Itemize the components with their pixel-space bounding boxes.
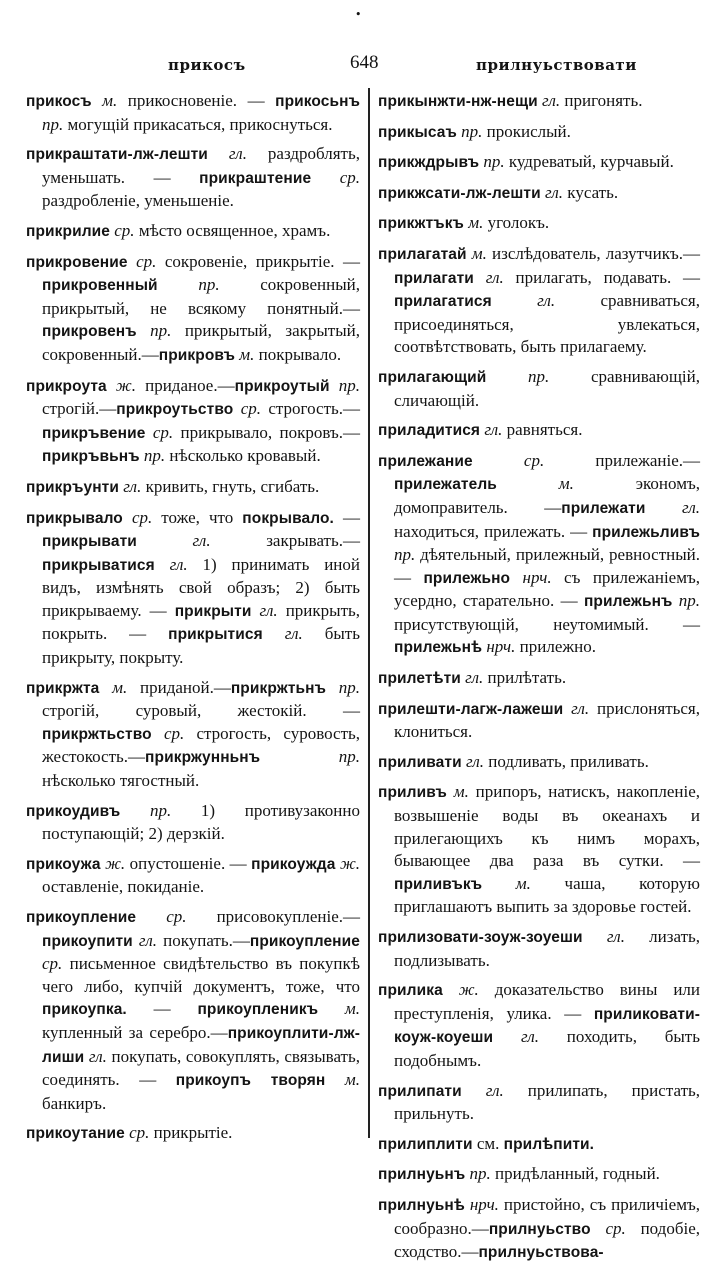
- headword: прикжтъкъ: [378, 215, 464, 233]
- headword: прилнуьство: [488, 1220, 591, 1238]
- headword: прикждрывъ: [378, 154, 480, 172]
- dictionary-entry: [378, 667, 700, 691]
- grammar-label: ср.: [131, 507, 153, 527]
- headword: прилиплити: [378, 1135, 473, 1153]
- headword: прилежание: [378, 452, 473, 470]
- column-divider: [368, 88, 370, 1138]
- headword: прилежатель: [394, 476, 497, 494]
- definition-text: мѣсто освященное, храмъ.: [134, 220, 331, 240]
- definition-text: нѣсколько тягостный.: [42, 771, 200, 791]
- headword: прикоупити: [42, 932, 133, 950]
- headword: прикрывати: [42, 533, 137, 551]
- definition-text: [510, 568, 522, 587]
- grammar-label: ср.: [240, 399, 261, 419]
- definition-text: [325, 1070, 345, 1089]
- headword: прикоупъ творян: [175, 1072, 326, 1090]
- definition-text: сокровеніе, прикрытіе. —: [156, 251, 360, 271]
- definition-text: [145, 423, 152, 442]
- headword: прикоутание: [26, 1125, 125, 1143]
- definition-text: [123, 508, 132, 527]
- definition-text: покупать.—: [157, 930, 250, 950]
- page-number: 648: [350, 52, 379, 73]
- definition-text: нѣсколько кровавый.: [165, 446, 321, 466]
- grammar-label: ср.: [523, 450, 545, 470]
- definition-text: —: [333, 507, 361, 527]
- grammar-label: м.: [239, 344, 255, 364]
- definition-text: 1) принимать иной видъ, измѣнять свой образъ; 2) быть прикрываему. —: [42, 554, 361, 620]
- definition-text: [447, 782, 454, 801]
- headword: прикоупленикъ: [197, 1001, 319, 1019]
- definition-text: письменное свидѣтельство въ покупкѣ чего либо, купчій документъ, тоже, что: [42, 954, 360, 996]
- definition-text: [155, 555, 170, 574]
- definition-text: —: [126, 999, 198, 1019]
- dictionary-entry: [26, 90, 360, 136]
- grammar-label: ср.: [152, 422, 174, 442]
- definition-text: [137, 531, 193, 550]
- definition-text: [583, 927, 607, 946]
- grammar-label: гл.: [228, 144, 247, 164]
- right-running-headword: прилнуьствовати: [476, 56, 637, 74]
- headword: прикраштение: [199, 169, 312, 187]
- definition-text: строгость.—: [261, 399, 360, 419]
- dictionary-entry: [378, 1080, 700, 1126]
- definition-text: пригонять.: [560, 91, 643, 110]
- dictionary-entry: [378, 182, 700, 206]
- definition-text: тоже, что: [152, 507, 243, 527]
- grammar-label: гл.: [259, 600, 278, 620]
- left-column: [26, 90, 360, 1153]
- definition-text: прилежаніе.—: [544, 450, 700, 470]
- dictionary-entry: [378, 979, 700, 1072]
- dictionary-entry: [26, 375, 360, 469]
- dictionary-entry: [378, 121, 700, 145]
- headword: прикоупление: [249, 932, 360, 950]
- grammar-label: пр.: [678, 591, 701, 611]
- dictionary-entry: [378, 1194, 700, 1265]
- headword: прилагатися: [394, 293, 492, 311]
- grammar-label: ср.: [136, 251, 157, 271]
- definition-text: придѣланный, годный.: [490, 1164, 660, 1184]
- grammar-label: ж.: [115, 375, 136, 395]
- definition-text: экономъ, домоправитель. —: [394, 474, 700, 517]
- definition-text: строгій, суровый, жестокій. —: [42, 701, 360, 721]
- definition-text: чаша, которую приглашаютъ выпить за здоровье гостей.: [394, 873, 700, 917]
- dictionary-entry: [378, 419, 700, 443]
- headword: прикроутый: [234, 377, 330, 395]
- grammar-label: м.: [558, 474, 574, 494]
- grammar-label: гл.: [465, 751, 485, 771]
- headword: прикръвение: [42, 424, 146, 442]
- grammar-label: пр.: [198, 275, 220, 295]
- definition-text: раздроблять, уменьшать. —: [42, 144, 360, 187]
- definition-text: прикосновеніе. —: [117, 91, 276, 110]
- headword: прилика: [378, 982, 443, 1000]
- dictionary-entry: [378, 151, 700, 175]
- definition-text: сравниваться, присоединяться, увлекаться, соотвѣтствовать, быть прилагаему.: [394, 291, 700, 357]
- definition-text: [497, 474, 559, 493]
- definition-text: кусать.: [563, 182, 619, 202]
- definition-text: [563, 699, 571, 718]
- dictionary-entry: [378, 450, 700, 660]
- definition-text: прикрыть, покрыть. —: [42, 600, 361, 644]
- page-top-mark: •: [355, 8, 362, 21]
- definition-text: дѣятельный, прилежный, ревностный. —: [394, 545, 700, 587]
- definition-text: [251, 601, 259, 620]
- grammar-label: гл.: [485, 1080, 504, 1100]
- definition-text: прикрытый, закрытый, сокровенный.—: [42, 321, 360, 364]
- headword: прикоуплити-лж-лиши: [42, 1024, 360, 1066]
- grammar-label: гл.: [169, 554, 188, 574]
- definition-text: [492, 291, 537, 310]
- grammar-label: гл.: [520, 1027, 540, 1047]
- grammar-label: пр.: [483, 152, 505, 172]
- definition-text: оставленіе, покиданіе.: [42, 877, 205, 897]
- headword: приладитися: [378, 422, 481, 440]
- page-header: [0, 52, 728, 80]
- headword: прилнуьнѣ: [378, 1196, 465, 1214]
- definition-text: [233, 399, 240, 418]
- definition-text: закрывать.—: [210, 531, 360, 551]
- grammar-label: пр.: [338, 375, 360, 395]
- grammar-label: м.: [112, 677, 128, 697]
- headword: прикраштати-лж-лешти: [26, 146, 208, 164]
- dictionary-entry: [378, 90, 700, 114]
- definition-text: [152, 724, 164, 743]
- definition-text: банкиръ.: [42, 1093, 107, 1113]
- definition-text: находиться, прилежать. —: [394, 521, 593, 541]
- definition-text: раздробленіе, уменьшеніе.: [42, 191, 234, 211]
- definition-text: [128, 252, 136, 271]
- grammar-label: гл.: [681, 497, 701, 517]
- headword: прилежьливъ: [592, 523, 700, 541]
- headword: прикрывало: [26, 509, 123, 527]
- grammar-label: ж.: [339, 853, 361, 873]
- grammar-label: нрч.: [469, 1194, 499, 1214]
- dictionary-entry: [378, 781, 700, 919]
- grammar-label: пр.: [528, 366, 550, 386]
- definition-text: прилипать, пристать, прильнуть.: [394, 1080, 701, 1124]
- dictionary-entry: [26, 1122, 360, 1146]
- dictionary-entry: [378, 243, 700, 359]
- headword: прилежьно: [423, 569, 511, 587]
- definition-text: [99, 678, 112, 697]
- grammar-label: пр.: [143, 446, 166, 466]
- definition-text: [260, 747, 339, 766]
- definition-text: см.: [472, 1133, 504, 1153]
- headword: прикръвьнъ: [42, 448, 140, 466]
- headword: прикоудивъ: [26, 802, 121, 820]
- definition-text: прислоняться, клониться.: [394, 698, 700, 742]
- grammar-label: пр.: [338, 677, 360, 697]
- headword: приликовати-коуж-коуеши: [394, 1005, 700, 1047]
- grammar-label: м.: [468, 213, 484, 233]
- headword: прикржунньнъ: [145, 749, 261, 767]
- headword: прикынжти-нж-нещи: [378, 93, 538, 110]
- dictionary-entry: [26, 906, 360, 1115]
- definition-text: опустошеніе. —: [125, 853, 252, 873]
- grammar-label: ср.: [605, 1218, 626, 1238]
- grammar-label: м.: [102, 91, 118, 110]
- definition-text: [474, 268, 486, 287]
- headword: приливъ: [378, 784, 447, 802]
- grammar-label: гл.: [571, 698, 590, 718]
- headword: приливати: [378, 753, 462, 771]
- definition-text: [486, 367, 528, 386]
- grammar-label: пр.: [461, 121, 483, 141]
- dictionary-entry: [378, 926, 700, 972]
- headword: приливъкъ: [394, 875, 483, 893]
- definition-text: [646, 498, 682, 517]
- definition-text: [208, 144, 229, 163]
- definition-text: покупать, совокуплять, связывать, соединять. —: [42, 1046, 360, 1090]
- headword: прикржта: [26, 679, 100, 697]
- definition-text: покрывало.: [254, 344, 342, 364]
- grammar-label: гл.: [485, 267, 504, 287]
- grammar-label: ср.: [166, 907, 187, 926]
- headword: прилизовати-зоуж-зоуеши: [378, 929, 583, 946]
- grammar-label: нрч.: [522, 567, 552, 587]
- headword: прилагающий: [378, 368, 487, 386]
- definition-text: походить, быть подобнымъ.: [394, 1027, 700, 1070]
- definition-text: 1) противузаконно поступающій; 2) дерзкій.: [42, 800, 360, 844]
- definition-text: кривить, гнуть, сгибать.: [141, 476, 320, 496]
- definition-text: [493, 1027, 521, 1046]
- grammar-label: гл.: [284, 624, 303, 644]
- grammar-label: ср.: [339, 167, 360, 187]
- headword: прикоужа: [26, 855, 101, 873]
- definition-text: присутствующій, неутомимый. —: [394, 614, 700, 634]
- definition-text: [318, 999, 345, 1018]
- grammar-label: гл.: [123, 476, 142, 496]
- dictionary-entry: [378, 1133, 700, 1157]
- definition-text: [92, 91, 103, 110]
- grammar-label: пр.: [469, 1164, 491, 1184]
- dictionary-entry: [378, 366, 700, 412]
- definition-text: лизать, подлизывать.: [394, 927, 700, 970]
- definition-text: прокислый.: [482, 121, 571, 141]
- definition-text: изслѣдователь, лазутчикъ.—: [486, 243, 700, 263]
- definition-text: строгость, суровость, жестокость.—: [42, 723, 361, 767]
- definition-text: могущій прикасаться, прикоснуться.: [63, 114, 333, 134]
- definition-text: приданой.—: [127, 677, 231, 697]
- grammar-label: ср.: [129, 1123, 150, 1143]
- grammar-label: пр.: [149, 800, 172, 820]
- definition-text: [591, 1219, 606, 1238]
- headword: прикровенный: [42, 277, 158, 295]
- dictionary-entry: [378, 1163, 700, 1187]
- definition-text: кудреватый, курчавый.: [504, 152, 674, 172]
- definition-text: прилежно.: [515, 637, 596, 657]
- headword: прикроутьство: [116, 401, 234, 419]
- grammar-label: ж.: [458, 980, 479, 1000]
- definition-text: подобіе, сходство.—: [394, 1218, 700, 1262]
- headword: прикоупка.: [42, 1001, 127, 1019]
- headword: прикрыватися: [42, 556, 155, 574]
- dictionary-entry: [378, 751, 700, 775]
- headword: прикровъ: [158, 346, 236, 364]
- definition-text: [482, 874, 516, 893]
- definition-text: равняться.: [502, 420, 583, 440]
- headword: прикровенъ: [42, 323, 137, 341]
- headword: прикржтьнъ: [230, 679, 326, 697]
- definition-text: быть прикрыту, покрыту.: [42, 624, 360, 668]
- definition-text: присовокупленіе.—: [186, 907, 360, 926]
- grammar-label: гл.: [484, 420, 503, 440]
- headword: прилежьнѣ: [394, 639, 483, 657]
- definition-text: прикрытіе.: [149, 1123, 233, 1143]
- grammar-label: м.: [471, 243, 487, 263]
- headword: прикрыти: [174, 602, 252, 620]
- headword: прилипати: [378, 1082, 462, 1100]
- headword: прикжсати-лж-лешти: [378, 184, 541, 202]
- grammar-label: гл.: [88, 1046, 107, 1066]
- definition-text: доказательство вины или преступленія, улика. —: [394, 980, 701, 1023]
- grammar-label: м.: [344, 999, 361, 1019]
- dictionary-entry: [378, 212, 700, 236]
- definition-text: [137, 321, 150, 340]
- headword: прикроута: [26, 377, 107, 395]
- headword: прилетѣти: [378, 670, 461, 688]
- grammar-label: м.: [515, 873, 531, 893]
- grammar-label: пр.: [42, 114, 64, 134]
- headword: прилнуьствова-: [478, 1244, 604, 1262]
- dictionary-entry: [26, 677, 360, 793]
- definition-text: съ прилежаніемъ, усердно, старательно. —: [394, 567, 701, 611]
- headword: покрывало.: [242, 509, 334, 527]
- definition-text: [136, 907, 166, 926]
- definition-text: прикрывало, покровъ.—: [173, 422, 361, 442]
- definition-text: [473, 451, 524, 470]
- headword: прилешти-лагж-лажеши: [378, 700, 564, 718]
- dictionary-entry: [26, 507, 360, 670]
- grammar-label: нрч.: [486, 637, 516, 657]
- definition-text: прилагать, подавать. —: [503, 267, 700, 287]
- definition-text: подливать, приливать.: [484, 751, 649, 771]
- definition-text: сравнивающій, сличающій.: [394, 366, 700, 410]
- grammar-label: гл.: [138, 930, 157, 950]
- dictionary-entry: [378, 698, 700, 744]
- headword: прикржтьство: [42, 725, 152, 743]
- grammar-label: гл.: [542, 91, 561, 110]
- headword: прилнуьнъ: [378, 1166, 466, 1184]
- headword: прикрытися: [168, 626, 263, 644]
- definition-text: купленный за серебро.—: [42, 1022, 228, 1042]
- definition-text: [311, 168, 340, 187]
- dictionary-entry: [26, 800, 360, 846]
- definition-text: [462, 1081, 486, 1100]
- definition-text: сокровенный, прикрытый, не всякому понятный.—: [42, 275, 360, 318]
- grammar-label: пр.: [394, 545, 416, 565]
- definition-text: припоръ, натискъ, накопленіе, возвышеніе воды въ океанахъ и прилегающихъ къ нимъ морахъ, бывающее два раза въ сутки. —: [394, 782, 700, 871]
- headword: прикосъ: [26, 93, 92, 110]
- definition-text: [263, 624, 285, 643]
- definition-text: приданое.—: [135, 375, 235, 395]
- grammar-label: ср.: [42, 954, 63, 974]
- dictionary-entry: [26, 853, 360, 899]
- grammar-label: гл.: [537, 291, 556, 311]
- grammar-label: гл.: [606, 927, 625, 946]
- headword: прикръунти: [26, 478, 119, 496]
- right-column: [378, 90, 700, 1272]
- headword: прикоупление: [26, 909, 137, 926]
- headword: прикосьнъ: [275, 93, 361, 110]
- definition-text: [107, 376, 116, 395]
- grammar-label: пр.: [150, 321, 172, 341]
- dictionary-entry: [26, 251, 360, 368]
- left-running-headword: прикосъ: [168, 56, 246, 74]
- definition-text: [158, 275, 199, 294]
- grammar-label: ж.: [105, 853, 126, 873]
- dictionary-entry: [26, 476, 360, 500]
- grammar-label: м.: [344, 1070, 361, 1090]
- grammar-label: ср.: [114, 220, 135, 240]
- definition-text: прилѣтать.: [483, 668, 567, 688]
- headword: прилагатай: [378, 245, 467, 263]
- definition-text: [330, 376, 339, 395]
- dictionary-entry: [26, 220, 360, 244]
- grammar-label: гл.: [192, 531, 211, 551]
- headword: прикрилие: [26, 222, 111, 240]
- definition-text: уголокъ.: [483, 213, 550, 233]
- headword: прилежати: [561, 499, 646, 517]
- headword: прикровение: [26, 253, 128, 271]
- grammar-label: гл.: [465, 668, 484, 688]
- headword: прикоужда: [251, 855, 336, 873]
- grammar-label: ср.: [163, 723, 185, 743]
- definition-text: строгій.—: [42, 399, 117, 419]
- definition-text: [326, 678, 339, 697]
- headword: прикысаъ: [378, 123, 457, 141]
- headword: прилежьнъ: [583, 593, 673, 611]
- grammar-label: гл.: [544, 182, 564, 202]
- definition-text: пристойно, съ приличіемъ, сообразно.—: [394, 1194, 700, 1238]
- headword: прилѣпити.: [503, 1135, 595, 1153]
- definition-text: [443, 980, 459, 999]
- grammar-label: м.: [453, 782, 469, 802]
- dictionary-entry: [26, 143, 360, 213]
- headword: прилагати: [394, 269, 474, 287]
- grammar-label: пр.: [338, 747, 360, 767]
- definition-text: [120, 801, 150, 820]
